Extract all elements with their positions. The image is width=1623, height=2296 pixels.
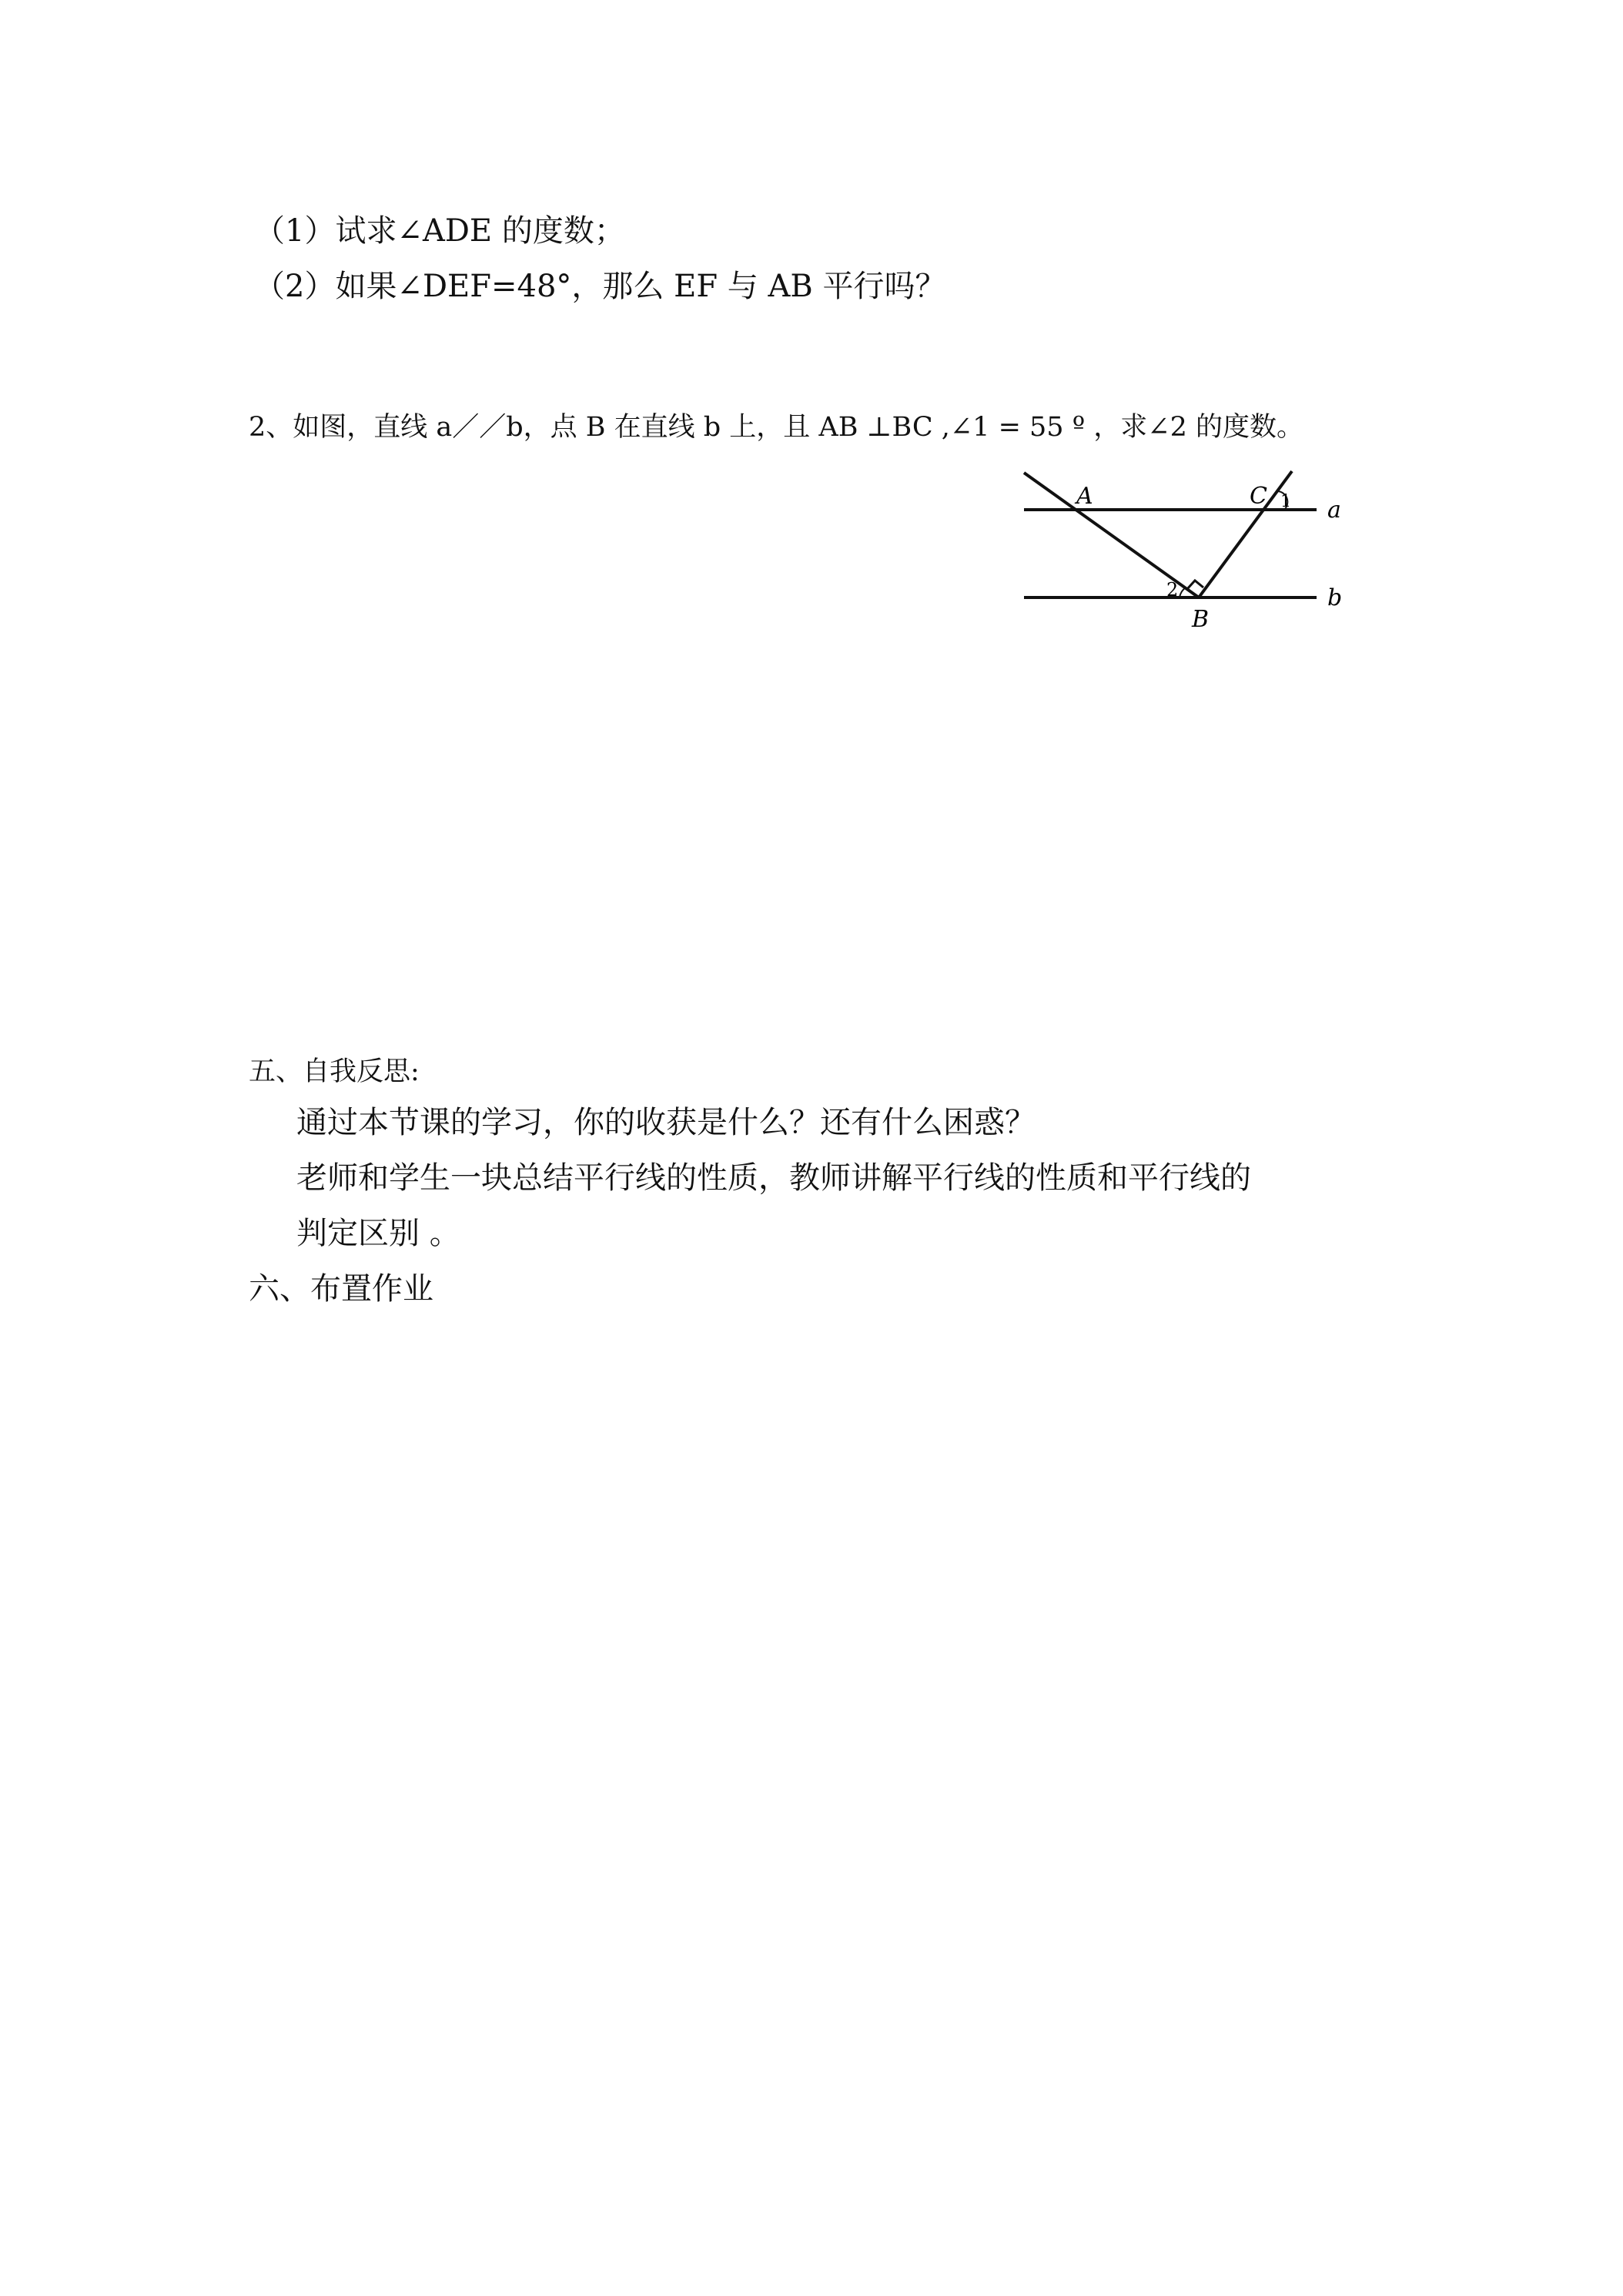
- parallel-lines-figure: [978, 460, 1363, 653]
- label-a: a: [1327, 497, 1341, 524]
- right-angle-mark: [1187, 581, 1203, 589]
- question-2-text: 2、如图，直线 a／／b，点 B 在直线 b 上，且 AB ⊥BC ,∠1 = 55 º ，求∠2 的度数。: [249, 412, 1303, 443]
- label-A: A: [1076, 483, 1093, 510]
- line-BC: [1199, 471, 1292, 597]
- reflection-line-2: 老师和学生一块总结平行线的性质，教师讲解平行线的性质和平行线的: [296, 1160, 1251, 1196]
- label-1: 1: [1280, 492, 1291, 511]
- reflection-line-3: 判定区别 。: [296, 1216, 460, 1251]
- homework-heading: 六、布置作业: [249, 1271, 433, 1307]
- question-part-2: （2）如果∠DEF=48°，那么 EF 与 AB 平行吗？: [254, 269, 946, 304]
- label-C: C: [1250, 483, 1267, 510]
- question-part-1: （1）试求∠ADE 的度数；: [254, 213, 625, 249]
- reflection-heading: 五、自我反思:: [249, 1056, 420, 1087]
- label-2: 2: [1166, 579, 1179, 601]
- label-b: b: [1327, 584, 1343, 611]
- label-B: B: [1192, 606, 1210, 633]
- figure-svg: [978, 460, 1363, 653]
- reflection-line-1: 通过本节课的学习，你的收获是什么？还有什么困惑？: [296, 1105, 1036, 1140]
